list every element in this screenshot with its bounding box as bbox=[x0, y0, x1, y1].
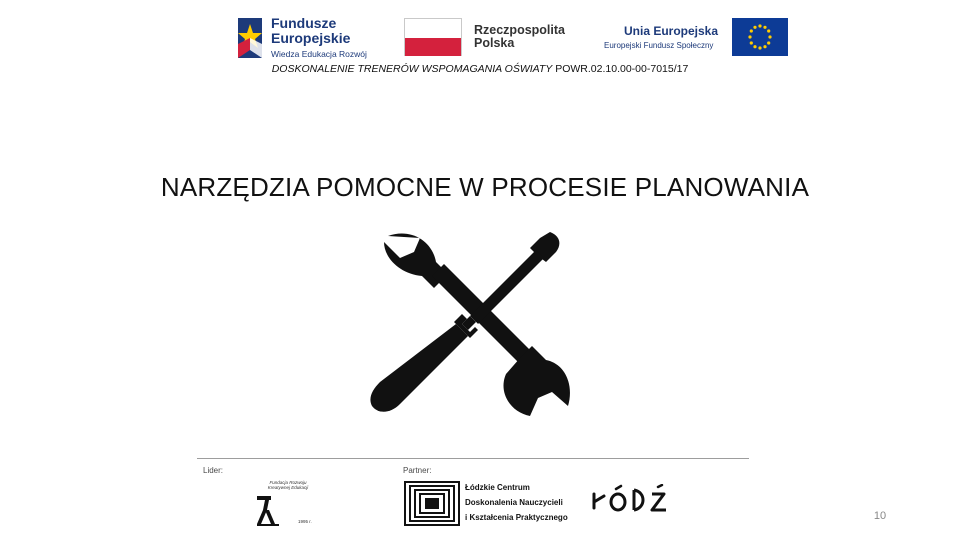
polish-flag-icon bbox=[404, 18, 462, 56]
ldzn-line2: Doskonalenia Nauczycieli bbox=[465, 498, 563, 507]
ldzn-line1: Łódzkie Centrum bbox=[465, 483, 530, 492]
lider-logo bbox=[254, 476, 320, 528]
slide-title: NARZĘDZIA POMOCNE W PROCESIE PLANOWANIA bbox=[160, 172, 810, 202]
rzeczpospolita-line2: Polska bbox=[474, 36, 515, 50]
project-reference bbox=[0, 63, 960, 75]
partner-label: Partner: bbox=[403, 466, 432, 475]
lider-label: Lider: bbox=[203, 466, 224, 475]
unia-line1: Unia Europejska bbox=[624, 24, 719, 38]
rzeczpospolita-polska-logo bbox=[404, 18, 574, 58]
footer-divider bbox=[197, 458, 749, 459]
project-code: POWR.02.10.00-00-7015/17 bbox=[552, 63, 689, 75]
fundusze-europejskie-logo bbox=[236, 14, 376, 62]
unia-europejska-logo bbox=[598, 18, 790, 58]
running-figure-icon bbox=[257, 496, 281, 526]
unia-line2: Europejski Fundusz Społeczny bbox=[604, 41, 714, 50]
lider-logo-year: 1995 r. bbox=[298, 519, 312, 524]
rzeczpospolita-line1: Rzeczpospolita bbox=[474, 23, 565, 37]
eu-flag-icon bbox=[732, 18, 788, 56]
page-number: 10 bbox=[873, 510, 887, 522]
ldzn-square-icon bbox=[404, 481, 460, 526]
project-name: DOSKONALENIE TRENERÓW WSPOMAGANIA OŚWIATY bbox=[271, 63, 553, 75]
ldzn-partner-logo bbox=[404, 481, 568, 527]
lodz-city-logo bbox=[590, 484, 670, 514]
fundusze-line2: Europejskie bbox=[271, 30, 351, 46]
fundusze-europejskie-star-icon bbox=[236, 14, 264, 60]
wrench-and-screwdriver-icon bbox=[370, 228, 570, 428]
ldzn-line3: i Kształcenia Praktycznego bbox=[465, 513, 568, 522]
fundusze-line1: Fundusze bbox=[271, 15, 337, 31]
fundusze-line3: Wiedza Edukacja Rozwój bbox=[271, 49, 367, 59]
lider-logo-name: Fundacja Rozwoju Kreatywnej Edukacji bbox=[267, 480, 309, 490]
